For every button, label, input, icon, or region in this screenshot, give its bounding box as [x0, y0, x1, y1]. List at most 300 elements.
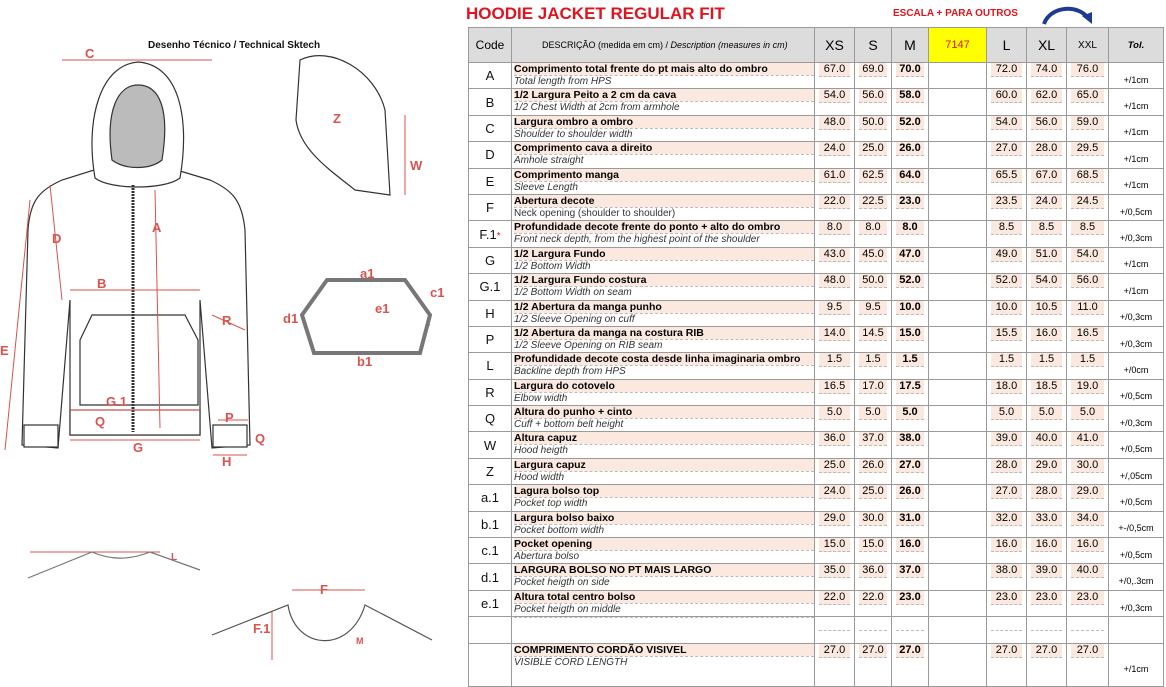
label-l: L [171, 552, 178, 563]
value-m: 27.0 [896, 644, 924, 658]
value-tol: +/0,3cm [1119, 417, 1153, 428]
cell-l [987, 300, 1027, 326]
value-s: 30.0 [859, 512, 887, 526]
value-s: 22.0 [859, 591, 887, 605]
value-s: 36.0 [859, 564, 887, 578]
cell-s [855, 194, 892, 220]
cell-l [987, 511, 1027, 537]
code-text: R [485, 384, 495, 400]
row-code [469, 63, 512, 89]
value-m: 31.0 [896, 512, 924, 526]
value-s: 25.0 [859, 142, 887, 156]
header-xl: XL [1027, 28, 1067, 63]
value-tol: +/1cm [1123, 101, 1149, 112]
label-q2: Q [255, 431, 266, 446]
cell-xl [1027, 168, 1067, 194]
cell-s [855, 511, 892, 537]
cell-xs [815, 406, 855, 432]
row-code [469, 617, 512, 643]
value-xxl: 27.0 [1071, 644, 1104, 658]
cell-xl [1027, 590, 1067, 616]
cell-l [987, 221, 1027, 247]
value-s: 50.0 [859, 116, 887, 130]
label-a: A [152, 220, 162, 235]
label-z: Z [333, 111, 341, 126]
description-pt: Comprimento total frente do pt mais alto do ombro [514, 63, 814, 75]
header-tol: Tol. [1109, 28, 1164, 63]
cell-m [892, 590, 929, 616]
cell-sample [929, 142, 987, 168]
table-row [469, 564, 1164, 590]
code-text: W [483, 437, 497, 453]
cell-m [892, 643, 929, 686]
cell-xxl [1067, 326, 1109, 352]
cell-s [855, 379, 892, 405]
cell-s [855, 300, 892, 326]
cell-xl [1027, 115, 1067, 141]
description-en: Elbow width [514, 392, 814, 405]
code-text: G [484, 252, 496, 268]
value-xl: 16.0 [1031, 538, 1062, 552]
table-row [469, 194, 1164, 220]
code-text: H [485, 305, 495, 321]
label-h: H [222, 454, 232, 469]
code-text: C [485, 120, 495, 136]
row-code [469, 326, 512, 352]
description-pt: Largura capuz [514, 459, 814, 471]
header-desc-en: Description (measures in cm) [670, 40, 788, 50]
cell-sample [929, 458, 987, 484]
header-xs: XS [815, 28, 855, 63]
row-description [512, 590, 815, 616]
table-row [469, 458, 1164, 484]
value-l: 65.5 [991, 169, 1022, 183]
table-row [469, 142, 1164, 168]
cell-s [855, 221, 892, 247]
table-row [469, 590, 1164, 616]
cell-tol [1109, 274, 1164, 300]
cell-s [855, 458, 892, 484]
cell-l [987, 274, 1027, 300]
measurement-table [468, 27, 1164, 687]
value-s: 37.0 [859, 432, 887, 446]
header-m: M [892, 28, 929, 63]
cell-xxl [1067, 406, 1109, 432]
value-l: 15.5 [991, 327, 1022, 341]
value-xl: 8.5 [1031, 221, 1062, 235]
header-desc-pt: DESCRIÇÃO (medida em cm) / [542, 40, 671, 50]
value-xl: 1.5 [1031, 353, 1062, 367]
cell-xl [1027, 617, 1067, 643]
value-s: 27.0 [859, 644, 887, 658]
description-en: Pocket heigth on middle [514, 603, 814, 616]
value-s: 1.5 [859, 353, 887, 367]
value-m: 70.0 [896, 63, 924, 77]
value-tol: +/,05cm [1119, 470, 1153, 481]
value-xs: 14.0 [819, 327, 850, 341]
description-pt: Altura capuz [514, 432, 814, 444]
value-xxl: 59.0 [1071, 116, 1104, 130]
code-text: b.1 [480, 516, 500, 532]
cell-xxl [1067, 194, 1109, 220]
value-xxl: 16.0 [1071, 538, 1104, 552]
cell-l [987, 406, 1027, 432]
cell-tol [1109, 168, 1164, 194]
label-m: M [356, 636, 364, 646]
code-text: A [485, 68, 495, 84]
code-text: Q [484, 411, 496, 427]
value-xxl: 56.0 [1071, 274, 1104, 288]
value-tol: +/0,5cm [1119, 549, 1153, 560]
cell-m [892, 142, 929, 168]
value-l: 23.5 [991, 195, 1022, 209]
value-xxl: 41.0 [1071, 432, 1104, 446]
cell-s [855, 643, 892, 686]
value-xs: 61.0 [819, 169, 850, 183]
value-tol: +/0,3cm [1119, 338, 1153, 349]
description-en: Cuff + bottom belt height [514, 418, 814, 431]
header-s: S [855, 28, 892, 63]
cell-xl [1027, 89, 1067, 115]
value-xs: 48.0 [819, 274, 850, 288]
value-m: 26.0 [896, 485, 924, 499]
cell-xxl [1067, 485, 1109, 511]
escala-label: ESCALA + PARA OUTROS [893, 8, 1018, 19]
value-xs: 36.0 [819, 432, 850, 446]
cell-tol [1109, 194, 1164, 220]
description-en: Pocket heigth on side [514, 576, 814, 589]
value-l: 27.0 [991, 644, 1022, 658]
value-xxl: 24.5 [1071, 195, 1104, 209]
table-header [469, 28, 1164, 63]
value-xxl: 68.5 [1071, 169, 1104, 183]
cell-s [855, 89, 892, 115]
row-description [512, 564, 815, 590]
cell-sample [929, 432, 987, 458]
cell-xs [815, 247, 855, 273]
value-m: 52.0 [896, 116, 924, 130]
cell-l [987, 485, 1027, 511]
value-xxl: 54.0 [1071, 248, 1104, 262]
cell-tol [1109, 326, 1164, 352]
row-code [469, 432, 512, 458]
cell-s [855, 485, 892, 511]
description-en: Amhole straight [514, 154, 814, 167]
value-xs: 1.5 [819, 353, 850, 367]
description-en: Backline depth from HPS [514, 365, 814, 378]
value-xxl: 19.0 [1071, 380, 1104, 394]
cell-xxl [1067, 511, 1109, 537]
cell-xxl [1067, 115, 1109, 141]
cell-tol [1109, 247, 1164, 273]
value-xl: 74.0 [1031, 63, 1062, 77]
cell-xs [815, 353, 855, 379]
row-code [469, 300, 512, 326]
description-en: Neck opening (shoulder to shoulder) [514, 207, 814, 220]
cell-xs [815, 194, 855, 220]
kangaroo-pocket [80, 315, 198, 405]
value-s: 56.0 [859, 89, 887, 103]
value-tol: +/0,3cm [1119, 312, 1153, 323]
cell-tol [1109, 221, 1164, 247]
description-pt: 1/2 Largura Peito a 2 cm da cava [514, 89, 814, 101]
cell-m [892, 432, 929, 458]
table-row [469, 115, 1164, 141]
cell-xs [815, 115, 855, 141]
value-xs: 24.0 [819, 142, 850, 156]
cell-sample [929, 643, 987, 686]
cell-xs [815, 485, 855, 511]
cell-sample [929, 379, 987, 405]
cell-xl [1027, 406, 1067, 432]
value-xl: 39.0 [1031, 564, 1062, 578]
value-l [991, 617, 1022, 631]
value-s: 69.0 [859, 63, 887, 77]
label-c: C [85, 46, 95, 61]
description-en: 1/2 Chest Width at 2cm from armhole [514, 101, 814, 114]
value-xl: 40.0 [1031, 432, 1062, 446]
description-pt: Largura do cotovelo [514, 380, 814, 392]
table-row [469, 221, 1164, 247]
row-code [469, 564, 512, 590]
description-pt: Largura ombro a ombro [514, 116, 814, 128]
cell-xs [815, 617, 855, 643]
description-pt: Largura bolso baixo [514, 512, 814, 524]
value-tol: +/0,.3cm [1118, 576, 1154, 587]
cell-tol [1109, 353, 1164, 379]
cell-s [855, 590, 892, 616]
row-description [512, 538, 815, 564]
value-xs: 48.0 [819, 116, 850, 130]
row-description [512, 353, 815, 379]
cell-sample [929, 617, 987, 643]
value-tol: +/1cm [1123, 663, 1149, 674]
value-xxl: 29.5 [1071, 142, 1104, 156]
label-a1: a1 [360, 266, 375, 281]
row-description [512, 63, 815, 89]
cell-tol [1109, 406, 1164, 432]
row-code [469, 485, 512, 511]
description-en: VISIBLE CORD LENGTH [514, 656, 814, 669]
cell-m [892, 63, 929, 89]
value-tol: +/0,5cm [1119, 444, 1153, 455]
front-neck-detail [212, 605, 432, 641]
row-description [512, 432, 815, 458]
cell-s [855, 326, 892, 352]
bottom-rib [70, 410, 200, 435]
value-xl: 5.0 [1031, 406, 1062, 420]
description-en: Shoulder to shoulder width [514, 128, 814, 141]
table-row [469, 274, 1164, 300]
description-en: Pocket bottom width [514, 524, 814, 537]
value-xxl: 16.5 [1071, 327, 1104, 341]
cell-m [892, 353, 929, 379]
description-pt: Profundidade decote costa desde linha imaginaria ombro [514, 353, 814, 365]
cell-xs [815, 326, 855, 352]
label-b1: b1 [357, 354, 373, 369]
cell-tol [1109, 511, 1164, 537]
value-s: 45.0 [859, 248, 887, 262]
cell-xl [1027, 300, 1067, 326]
row-description [512, 379, 815, 405]
label-e1: e1 [375, 301, 390, 316]
cell-xl [1027, 485, 1067, 511]
description-en: 1/2 Sleeve Opening on cuff [514, 313, 814, 326]
value-xl: 54.0 [1031, 274, 1062, 288]
label-d1: d1 [283, 311, 299, 326]
row-code [469, 221, 512, 247]
cell-sample [929, 406, 987, 432]
cell-m [892, 617, 929, 643]
value-xxl: 76.0 [1071, 63, 1104, 77]
label-g1: G.1 [106, 394, 127, 409]
cell-tol [1109, 432, 1164, 458]
cell-xl [1027, 326, 1067, 352]
cell-xs [815, 590, 855, 616]
cell-tol [1109, 142, 1164, 168]
row-code [469, 194, 512, 220]
cell-xl [1027, 194, 1067, 220]
row-description [512, 221, 815, 247]
label-p: P [225, 410, 234, 425]
description-pt: Abertura decote [514, 195, 814, 207]
header-description [512, 28, 815, 63]
value-s: 5.0 [859, 406, 887, 420]
cell-s [855, 432, 892, 458]
cell-xl [1027, 458, 1067, 484]
row-description [512, 142, 815, 168]
value-tol: +/0,3cm [1119, 233, 1153, 244]
header-code: Code [469, 28, 512, 63]
cell-xxl [1067, 538, 1109, 564]
row-description [512, 511, 815, 537]
code-text: F.1 [479, 226, 497, 242]
cell-xl [1027, 379, 1067, 405]
row-description [512, 274, 815, 300]
value-xs: 9.5 [819, 301, 850, 315]
hood-inner [110, 85, 165, 168]
cell-s [855, 538, 892, 564]
cell-l [987, 89, 1027, 115]
table-row [469, 643, 1164, 686]
code-text: B [485, 94, 495, 110]
value-l: 27.0 [991, 485, 1022, 499]
description-pt: 1/2 Largura Fundo [514, 248, 814, 260]
value-m: 64.0 [896, 169, 924, 183]
cell-xs [815, 511, 855, 537]
table-row [469, 432, 1164, 458]
value-m: 58.0 [896, 89, 924, 103]
cell-l [987, 590, 1027, 616]
value-s [859, 617, 887, 631]
cell-xl [1027, 63, 1067, 89]
value-l: 54.0 [991, 116, 1022, 130]
value-s: 26.0 [859, 459, 887, 473]
cell-xl [1027, 274, 1067, 300]
value-m: 15.0 [896, 327, 924, 341]
table-row [469, 379, 1164, 405]
cell-sample [929, 590, 987, 616]
cell-m [892, 406, 929, 432]
code-text: a.1 [480, 490, 500, 506]
value-xxl: 34.0 [1071, 512, 1104, 526]
value-xl: 24.0 [1031, 195, 1062, 209]
value-xxl: 65.0 [1071, 89, 1104, 103]
description-en: 1/2 Bottom Width [514, 260, 814, 273]
row-code [469, 511, 512, 537]
value-m: 17.5 [896, 380, 924, 394]
value-m: 47.0 [896, 248, 924, 262]
cell-sample [929, 485, 987, 511]
row-description [512, 300, 815, 326]
row-description [512, 115, 815, 141]
cell-tol [1109, 617, 1164, 643]
cell-l [987, 353, 1027, 379]
cell-m [892, 564, 929, 590]
cell-xxl [1067, 643, 1109, 686]
value-l: 8.5 [991, 221, 1022, 235]
value-xl: 62.0 [1031, 89, 1062, 103]
table-row [469, 326, 1164, 352]
cell-l [987, 168, 1027, 194]
description-en: Hood heigth [514, 444, 814, 457]
value-tol: +/0,5cm [1119, 391, 1153, 402]
value-xl: 28.0 [1031, 485, 1062, 499]
cell-s [855, 274, 892, 300]
row-description [512, 617, 815, 643]
cell-xxl [1067, 274, 1109, 300]
cell-tol [1109, 63, 1164, 89]
value-xl: 16.0 [1031, 327, 1062, 341]
row-description [512, 168, 815, 194]
cell-l [987, 617, 1027, 643]
cell-xs [815, 564, 855, 590]
value-l: 60.0 [991, 89, 1022, 103]
value-s: 8.0 [859, 221, 887, 235]
value-s: 15.0 [859, 538, 887, 552]
row-code [469, 353, 512, 379]
cell-xl [1027, 511, 1067, 537]
cell-m [892, 458, 929, 484]
cell-m [892, 274, 929, 300]
cell-xxl [1067, 617, 1109, 643]
value-xl: 33.0 [1031, 512, 1062, 526]
value-m: 10.0 [896, 301, 924, 315]
value-xs: 29.0 [819, 512, 850, 526]
row-code [469, 115, 512, 141]
cell-sample [929, 89, 987, 115]
description-pt: Comprimento cava a direito [514, 142, 814, 154]
cell-m [892, 115, 929, 141]
description-pt: Pocket opening [514, 538, 814, 550]
value-tol: +/1cm [1123, 74, 1149, 85]
value-xs: 16.5 [819, 380, 850, 394]
description-pt: Profundidade decote frente do ponto + alto do ombro [514, 221, 814, 233]
value-m: 1.5 [896, 353, 924, 367]
description-en [514, 617, 814, 618]
label-r: R [222, 313, 232, 328]
cell-l [987, 63, 1027, 89]
cell-m [892, 221, 929, 247]
cell-sample [929, 300, 987, 326]
value-m: 26.0 [896, 142, 924, 156]
description-pt: Altura do punho + cinto [514, 406, 814, 418]
row-code [469, 274, 512, 300]
value-tol: +/1cm [1123, 259, 1149, 270]
cell-l [987, 379, 1027, 405]
cell-tol [1109, 485, 1164, 511]
value-xs [819, 617, 850, 631]
